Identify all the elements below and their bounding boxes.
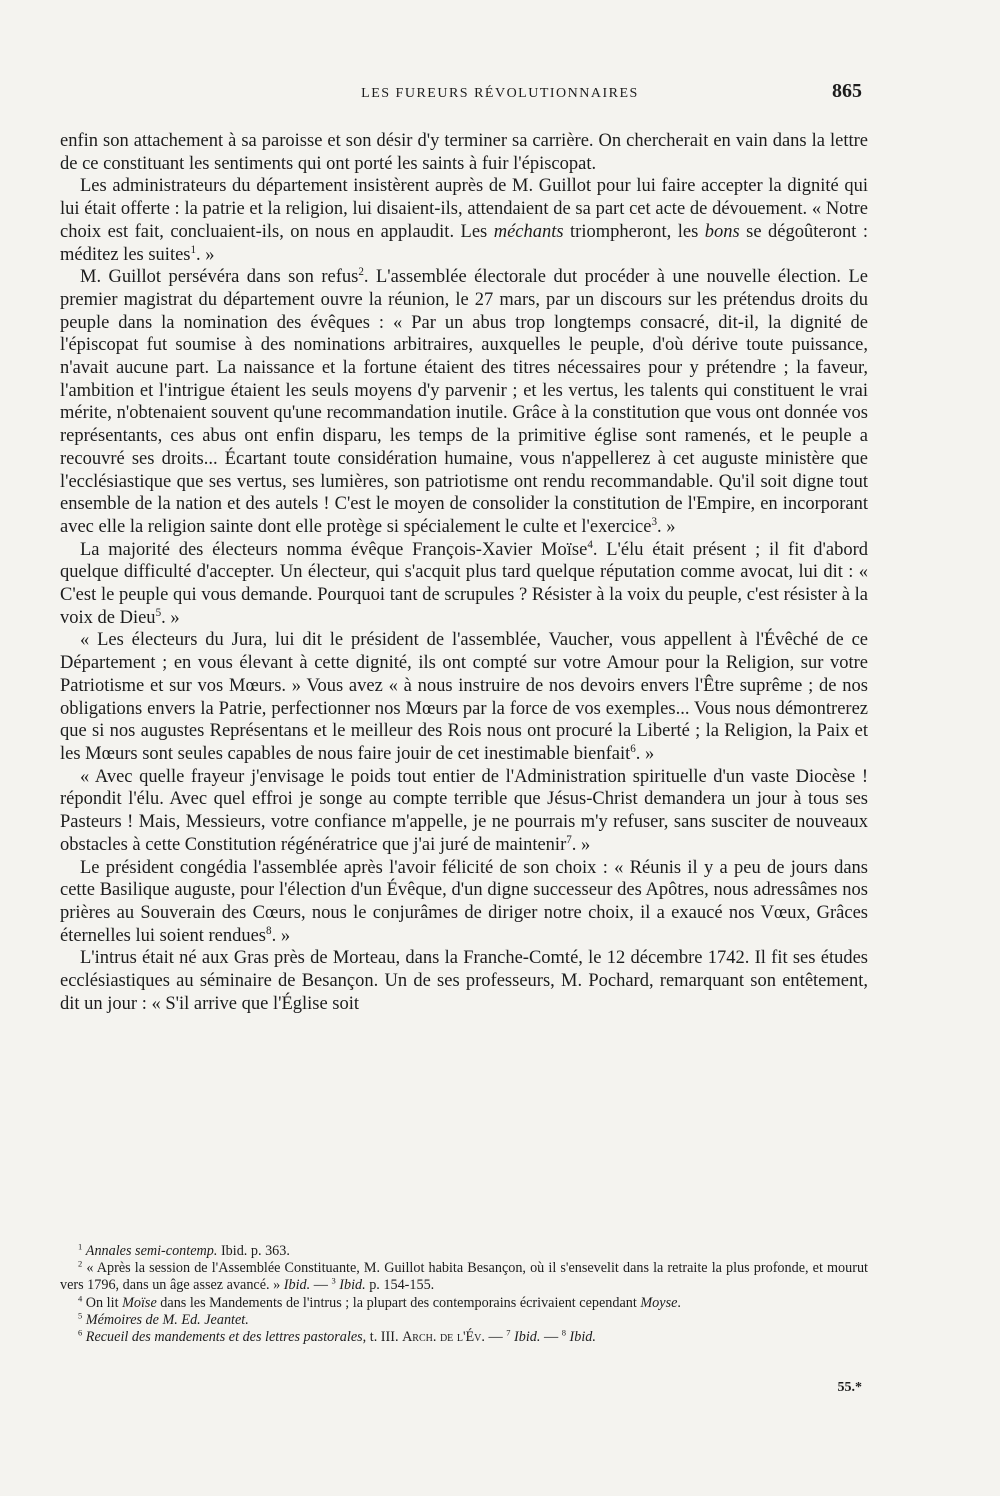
- body-paragraph: La majorité des électeurs nomma évêque François-Xavier Moïse$^4$. L'élu était présent ; il fit d'abord quelque difficulté d'accepter. Un électeur, qui s'acquit plus tard quelque réputation comme avocat, lui dit : « C'est le peuple qui vous demande. Pourquoi tant de scrupules ? Résister à la voix du peuple, c'est résister à la voix de Dieu$^5$. »: [60, 538, 868, 628]
- signature-mark: 55.*: [837, 1380, 862, 1395]
- body-paragraph: enfin son attachement à sa paroisse et son désir d'y terminer sa carrière. On chercherait en vain dans la lettre de ce constituant les sentiments qui ont porté les saints à fuir l'épiscopat.: [60, 131, 868, 174]
- body-paragraph: M. Guillot persévéra dans son refus$^2$. L'assemblée électorale dut procéder à une nouvelle élection. Le premier magistrat du département ouvre la réunion, le 27 mars, par un discours sur les prétendus droits du peuple dans la nomination des évêques : « Par un abus trop longtemps consacré, dit-il, la dignité de l'épiscopat fut soumise à des nominations arbitraires, auxquelles le peuple, d'où dérive toute puissance, n'avait aucune part. La naissance et la fortune étaient des titres nécessaires pour y prétendre ; la faveur, l'ambition et l'intrigue étaient les seuls moyens d'y parvenir ; et les vertus, les talents qui constituent le vrai mérite, n'obtenaient souvent qu'une recommandation inutile. Grâce à la constitution que vous ont donnée vos représentants, ces abus ont enfin disparu, les temps de la primitive église sont ramenés, et le peuple a recouvré ses droits... Écartant toute considération humaine, vous n'appellerez à cet auguste ministère que l'ecclésiastique que ses vertus, ses lumières, son patriotisme ont rendu recommandable. Qu'il soit digne tout ensemble de la nation et des autels ! C'est le moyen de consolider la constitution de l'Empire, en incorporant avec elle la religion sainte dont elle protège si spécialement le culte et l'exercice$^3$. »: [60, 266, 869, 537]
- footnote: $^4$ On lit Moïse dans les Mandements de l'intrus ; la plupart des contemporains écrivaient cependant Moyse.: [78, 1292, 681, 1311]
- body-paragraph: Le président congédia l'assemblée après l'avoir félicité de son choix : « Réunis il y a peu de jours dans cette Basilique auguste, pour l'élection d'un Évêque, d'un digne successeur des Apôtres, nous adressâmes nos prières au Souverain des Cœurs, nous le conjurâmes de diriger notre choix, il a exaucé nos Vœux, Grâces éternelles lui soient rendues$^8$. »: [60, 857, 868, 946]
- body-paragraph: « Les électeurs du Jura, lui dit le président de l'assemblée, Vaucher, vous appellent à l'Évêché de ce Département ; en vous élevant à cette dignité, ils ont compté sur votre Amour pour la Religion, sur votre Patriotisme et sur vos Mœurs. » Vous avez « à nous instruire de nos devoirs envers l'Être suprême ; de nos obligations envers la Patrie, perfectionner nos Mœurs par la force de vos exemples... Vous nous démontrerez que si nos augustes Représentans et le meilleur des Rois nous ont procuré la Liberté ; la Religion, la Paix et les Mœurs sont seules capables de nous faire jouir de cet inestimable bienfait$^6$. »: [60, 630, 868, 764]
- footnote: $^6$ Recueil des mandements et des lettres pastorales, t. III. Arch. de l'Év. — $^7$ Ibid. — $^8$ Ibid.: [78, 1327, 596, 1346]
- body-paragraph: Les administrateurs du département insistèrent auprès de M. Guillot pour lui faire accepter la dignité qui lui était offerte : la patrie et la religion, lui disaient-ils, attendaient de sa part cet acte de dévouement. « Notre choix est fait, concluaient-ils, on nous en applaudit. Les méchants triompheront, les bons se dégoûteront : méditez les suites$^1$. »: [60, 176, 868, 265]
- running-title: LES FUREURS RÉVOLUTIONNAIRES: [361, 86, 639, 101]
- footnotes: [60, 1243, 868, 1346]
- footnote: $^2$ « Après la session de l'Assemblée Constituante, M. Guillot habita Besançon, où il s'ensevelit dans la retraite la plus profonde, et mourut vers 1796, dans un âge assez avancé. » Ibid. — $^3$ Ibid. p. 154-155.: [60, 1258, 868, 1294]
- body-paragraph: L'intrus était né aux Gras près de Morteau, dans la Franche-Comté, le 12 décembre 1742. Il fit ses études ecclésiastiques au séminaire de Besançon. Un de ses professeurs, M. Pochard, remarquant son entêtement, dit un jour : « S'il arrive que l'Église soit: [60, 948, 868, 1014]
- running-head: [0, 80, 1000, 108]
- footnote: $^5$ Mémoires de M. Ed. Jeantet.: [78, 1310, 249, 1328]
- footnote: $^1$ Annales semi-contemp. Ibid. p. 363.: [78, 1241, 290, 1259]
- body-paragraph: « Avec quelle frayeur j'envisage le poids tout entier de l'Administration spirituelle d'un vaste Diocèse ! répondit l'élu. Avec quel effroi je songe au compte terrible que Jésus-Christ demandera un jour à tous ses Pasteurs ! Mais, Messieurs, votre confiance m'appelle, je ne pourrais m'y refuser, sans susciter de nouveaux obstacles à cette Constitution régénératrice que j'ai juré de maintenir$^7$. »: [60, 766, 868, 855]
- page-number: 865: [832, 80, 862, 102]
- main-text: [60, 130, 868, 1015]
